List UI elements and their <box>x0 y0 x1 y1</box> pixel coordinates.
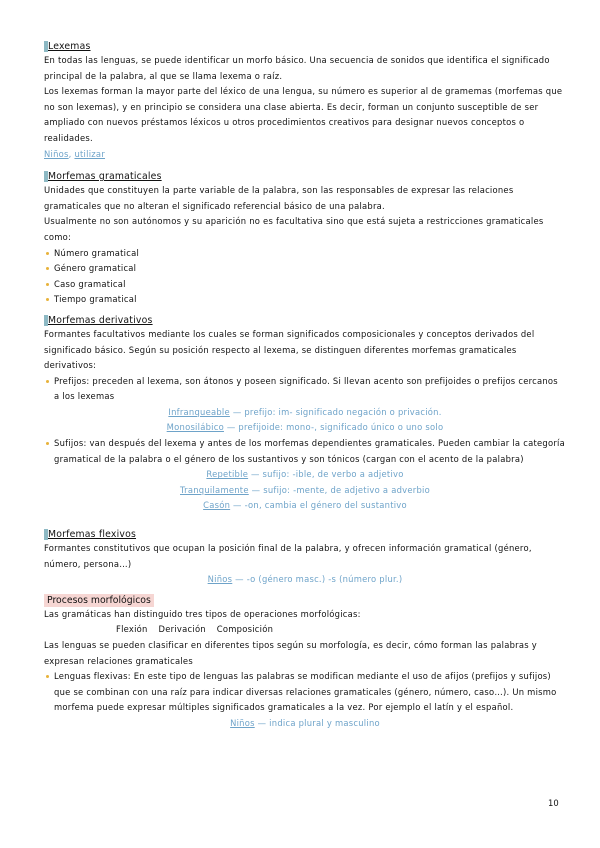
list-item-prefijos: Prefijos: preceden al lexema, son átonos y poseen significado. Si llevan acento son prefijoides o prefijos cercanos a los lexemas <box>44 374 566 405</box>
procesos-paragraph-2: Las lenguas se pueden clasificar en diferentes tipos según su morfología, es decir, cómo forman las palabras y expresan relaciones gramaticales <box>44 640 537 666</box>
gramaticales-list <box>44 246 566 308</box>
example-link-infranqueable[interactable]: Infranqueable <box>168 406 230 417</box>
derivativos-paragraph-1: Formantes facultativos mediante los cuales se forman significados composicionales y conceptos derivados del significado básico. Según su posición respecto al lexema, se distinguen diferentes morfemas gramaticales derivativos: <box>44 328 535 371</box>
example-link-cason[interactable]: Casón <box>203 500 231 511</box>
operation-flexion: Flexión <box>116 624 148 635</box>
example-tranquilamente: Tranquilamente — sufijo: -mente, de adjetivo a adverbio <box>180 484 430 495</box>
example-monosilabico: Monosilábico — prefijoide: mono-, significado único o uno solo <box>166 422 444 433</box>
list-item: Número gramatical <box>44 246 566 262</box>
example-cason: Casón — -on, cambia el género del sustantivo <box>203 500 407 511</box>
gramaticales-paragraph-1: Unidades que constituyen la parte variable de la palabra, son las responsables de expresar las relaciones gramaticales que no alteran el significado referencial básico de una palabra. <box>44 185 514 211</box>
heading-lexemas: Lexemas <box>44 40 566 53</box>
procesos-paragraph-1: Las gramáticas han distinguido tres tipos de operaciones morfológicas: <box>44 608 361 619</box>
derivativos-list <box>44 374 566 405</box>
operations-list <box>44 622 566 638</box>
example-link-tranquilamente[interactable]: Tranquilamente <box>180 484 249 495</box>
page-number: 10 <box>548 798 559 808</box>
example-link-ninos[interactable]: Niños <box>207 574 233 585</box>
list-item-sufijos: Sufijos: van después del lexema y antes de los morfemas dependientes gramaticales. Pueden cambiar la categoría gramatical de la palabra o el género de los sustantivos y son tónicos (cargan con el acento de la palabra) <box>44 436 566 467</box>
list-item: Género gramatical <box>44 261 566 277</box>
heading-morfemas-gramaticales: Morfemas gramaticales <box>44 170 566 183</box>
heading-morfemas-flexivos: Morfemas flexivos <box>44 528 566 541</box>
procesos-list <box>44 669 566 716</box>
gramaticales-paragraph-2: Usualmente no son autónomos y su aparición no es facultativa sino que está sujeta a restricciones gramaticales como: <box>44 216 544 242</box>
example-repetible: Repetible — sufijo: -ible, de verbo a adjetivo <box>206 469 404 480</box>
example-infranqueable: Infranqueable — prefijo: im- significado negación o privación. <box>168 406 442 417</box>
operation-composicion: Composición <box>216 624 274 635</box>
flexivos-paragraph-1: Formantes constitutivos que ocupan la posición final de la palabra, y ofrecen información gramatical (género, número, persona…) <box>44 543 532 569</box>
example-link-ninos[interactable]: Niños <box>44 148 69 159</box>
lexemas-paragraph-1: En todas las lenguas, se puede identificar un morfo básico. Una secuencia de sonidos que identifica el significado principal de la palabra, al que se llama lexema o raíz. <box>44 55 550 81</box>
page-content <box>44 40 566 732</box>
heading-procesos-morfologicos: Procesos morfológicos <box>44 594 154 607</box>
example-link-ninos[interactable]: Niños <box>230 717 255 728</box>
heading-morfemas-derivativos: Morfemas derivativos <box>44 314 566 327</box>
example-link-monosilabico[interactable]: Monosilábico <box>166 422 224 433</box>
list-item: Caso gramatical <box>44 277 566 293</box>
list-item: Tiempo gramatical <box>44 292 566 308</box>
example-ninos-flexivos: Niños — -o (género masc.) -s (número plur.) <box>207 574 403 585</box>
example-link-utilizar[interactable]: utilizar <box>74 148 106 159</box>
lexemas-paragraph-2: Los lexemas forman la mayor parte del léxico de una lengua, su número es superior al de gramemas (morfemas que no son lexemas), y en principio se considera una clase abierta. Es decir, forman un conjunto susceptible de ser ampliado con nuevos préstamos léxicos u otros procedimientos creativos para designar nuevos conceptos o realidades. <box>44 86 563 143</box>
derivativos-list-2 <box>44 436 566 467</box>
example-ninos-procesos: Niños — indica plural y masculino <box>230 717 380 728</box>
operation-derivacion: Derivación <box>158 624 206 635</box>
lexemas-example: Niños, utilizar <box>44 148 106 159</box>
example-link-repetible[interactable]: Repetible <box>206 469 249 480</box>
list-item-lenguas-flexivas: Lenguas flexivas: En este tipo de lenguas las palabras se modifican mediante el uso de afijos (prefijos y sufijos) que se combinan con una raíz para indicar diversas relaciones gramaticales (género, número, caso…). Un mismo morfema puede expresar múltiples significados gramaticales a la vez. Por ejemplo el latín y el español. <box>44 669 566 716</box>
